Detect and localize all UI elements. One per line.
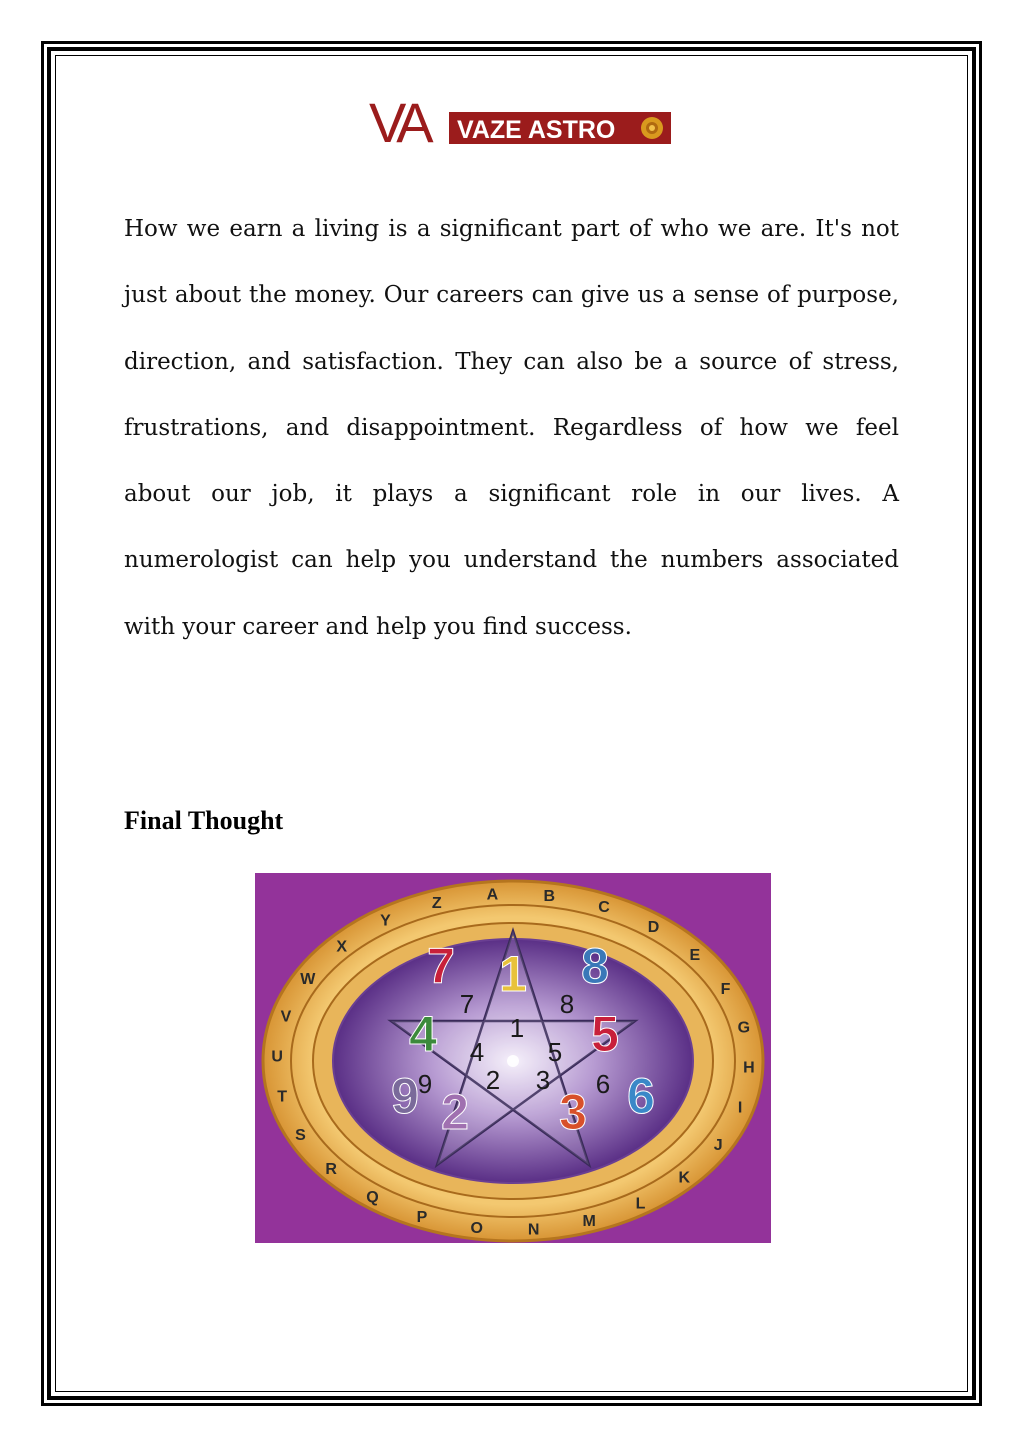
ring-letter: Y [380, 912, 391, 930]
small-number: 8 [559, 989, 575, 1019]
ring-letter: G [737, 1019, 751, 1037]
small-number: 5 [547, 1037, 563, 1067]
numerology-wheel-image [255, 873, 771, 1243]
small-number: 2 [485, 1065, 501, 1095]
ring-letter: Z [431, 895, 442, 912]
small-number: 6 [595, 1069, 611, 1099]
ring-letter: S [295, 1127, 306, 1144]
center-glow [507, 1055, 519, 1067]
logo-monogram: VA [369, 94, 428, 146]
ring-letter: O [470, 1220, 483, 1237]
ring-letter: P [416, 1209, 428, 1226]
ring-letter: K [678, 1169, 691, 1187]
ring-letter: I [737, 1099, 743, 1117]
ring-letter: U [271, 1048, 283, 1066]
ring-letter: J [713, 1137, 723, 1154]
ring-letter: M [582, 1213, 596, 1230]
small-number: 3 [535, 1065, 551, 1095]
ring-letter: F [720, 981, 731, 998]
big-number: 8 [581, 938, 609, 994]
logo-wordmark: VAZE ASTRO [457, 116, 616, 144]
section-heading: Final Thought [124, 806, 284, 835]
small-number: 1 [509, 1013, 525, 1043]
small-number: 9 [417, 1069, 433, 1099]
big-number: 1 [499, 946, 527, 1002]
big-number: 4 [409, 1006, 437, 1062]
ring-letter: X [336, 938, 348, 956]
big-number: 6 [627, 1068, 655, 1124]
ring-letter: C [598, 899, 610, 916]
ring-letter: V [280, 1008, 292, 1026]
ring-letter: Q [366, 1189, 379, 1206]
ring-letter: W [300, 971, 316, 988]
big-number: 3 [559, 1084, 587, 1140]
ring-letter: H [743, 1059, 755, 1077]
ring-letter: N [527, 1221, 540, 1239]
ring-letter: D [647, 919, 660, 936]
big-number: 2 [441, 1084, 469, 1140]
big-number: 9 [391, 1068, 419, 1124]
ring-letter: R [325, 1161, 337, 1179]
ring-letter: L [635, 1195, 646, 1213]
ring-letter: B [543, 888, 556, 905]
ring-letter: A [486, 886, 499, 904]
small-number: 7 [459, 989, 475, 1019]
big-number: 5 [591, 1006, 619, 1062]
body-paragraph: How we earn a living is a significant part of who we are. It's not just about the money. Our careers can give us a sense of purpose, direction, and satisfaction. They can also be a source of stress, frustrations, and disappointment. Regardless of how we feel about our job, it plays a significant role in our lives. A numerologist can help you understand the numbers associated with your career and help you find success. [124, 216, 899, 640]
small-number: 4 [469, 1037, 485, 1067]
ring-letter: T [277, 1088, 287, 1106]
ring-letter: E [689, 946, 701, 964]
big-number: 7 [427, 938, 455, 994]
vaze-astro-logo [369, 94, 671, 146]
